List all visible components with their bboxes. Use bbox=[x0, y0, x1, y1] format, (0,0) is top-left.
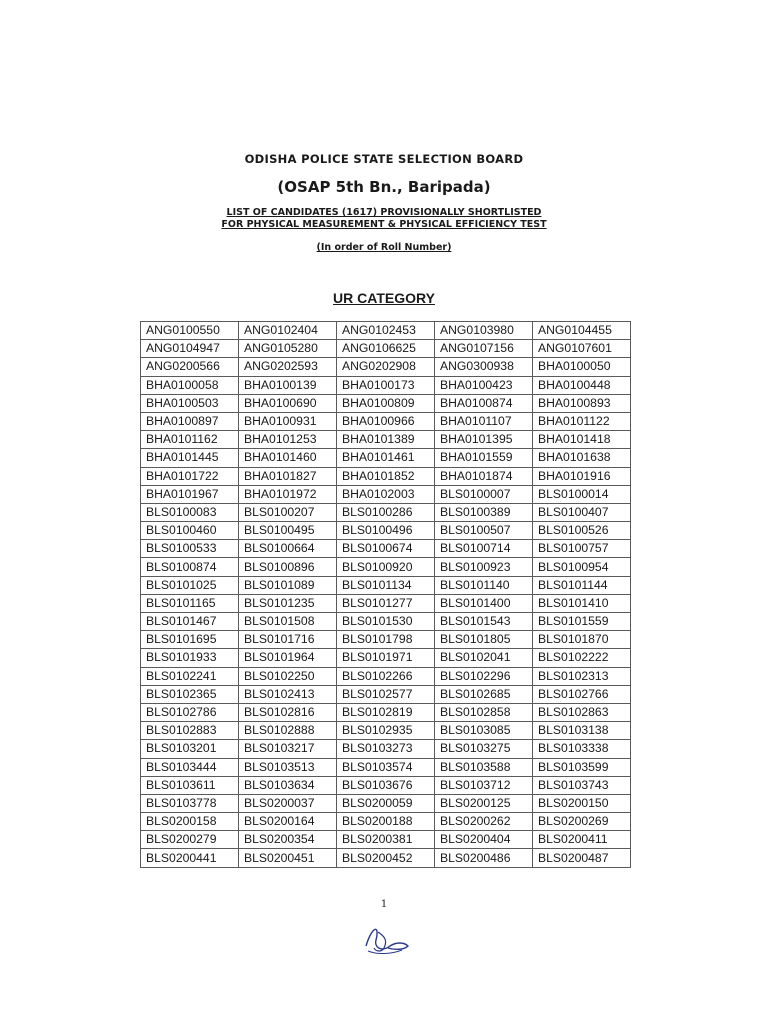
battalion-title: (OSAP 5th Bn., Baripada) bbox=[277, 178, 491, 196]
roll-number-cell: BHA0100809 bbox=[337, 394, 435, 412]
roll-number-cell: BHA0101559 bbox=[435, 449, 533, 467]
roll-number-cell: BLS0101559 bbox=[533, 613, 631, 631]
roll-number-cell: BHA0101445 bbox=[141, 449, 239, 467]
roll-number-cell: BLS0200411 bbox=[533, 831, 631, 849]
roll-number-cell: BLS0102222 bbox=[533, 649, 631, 667]
roll-number-cell: BLS0200487 bbox=[533, 849, 631, 867]
roll-number-cell: BHA0100966 bbox=[337, 412, 435, 430]
roll-number-cell: BLS0102883 bbox=[141, 722, 239, 740]
roll-number-cell: BLS0101798 bbox=[337, 631, 435, 649]
roll-number-cell: BLS0103273 bbox=[337, 740, 435, 758]
roll-number-cell: ANG0202908 bbox=[337, 358, 435, 376]
roll-number-cell: ANG0100550 bbox=[141, 322, 239, 340]
roll-number-cell: BLS0102685 bbox=[435, 685, 533, 703]
roll-number-cell: BLS0102863 bbox=[533, 703, 631, 721]
roll-number-cell: BHA0100690 bbox=[239, 394, 337, 412]
table-row bbox=[141, 613, 631, 631]
table-row bbox=[141, 340, 631, 358]
roll-number-cell: BLS0200059 bbox=[337, 794, 435, 812]
roll-number-cell: BLS0103275 bbox=[435, 740, 533, 758]
roll-number-cell: BHA0101395 bbox=[435, 431, 533, 449]
roll-number-cell: BLS0100496 bbox=[337, 522, 435, 540]
table-row bbox=[141, 358, 631, 376]
roll-number-cell: BLS0200269 bbox=[533, 813, 631, 831]
roll-number-cell: ANG0104455 bbox=[533, 322, 631, 340]
table-row bbox=[141, 813, 631, 831]
roll-number-cell: BLS0101933 bbox=[141, 649, 239, 667]
roll-number-cell: BHA0101107 bbox=[435, 412, 533, 430]
table-row bbox=[141, 649, 631, 667]
table-row bbox=[141, 576, 631, 594]
roll-number-cell: BLS0102888 bbox=[239, 722, 337, 740]
roll-number-cell: BHA0100931 bbox=[239, 412, 337, 430]
roll-number-cell: BLS0101134 bbox=[337, 576, 435, 594]
roll-number-cell: BLS0102296 bbox=[435, 667, 533, 685]
table-row bbox=[141, 522, 631, 540]
roll-number-cell: ANG0107156 bbox=[435, 340, 533, 358]
page-number: 1 bbox=[380, 899, 388, 910]
roll-number-cell: BLS0200164 bbox=[239, 813, 337, 831]
roll-number-cell: BLS0101025 bbox=[141, 576, 239, 594]
roll-number-cell: BLS0103444 bbox=[141, 758, 239, 776]
roll-number-cell: ANG0200566 bbox=[141, 358, 239, 376]
table-row bbox=[141, 431, 631, 449]
roll-number-cell: BLS0200451 bbox=[239, 849, 337, 867]
roll-number-cell: BHA0101460 bbox=[239, 449, 337, 467]
roll-number-cell: BLS0100896 bbox=[239, 558, 337, 576]
table-row bbox=[141, 503, 631, 521]
order-note: (In order of Roll Number) bbox=[316, 242, 452, 253]
table-row bbox=[141, 558, 631, 576]
roll-number-cell: BLS0100014 bbox=[533, 485, 631, 503]
roll-number-cell: BLS0103676 bbox=[337, 776, 435, 794]
roll-number-cell: BLS0101695 bbox=[141, 631, 239, 649]
roll-number-cell: BLS0102313 bbox=[533, 667, 631, 685]
table-row bbox=[141, 394, 631, 412]
roll-number-cell: BLS0103599 bbox=[533, 758, 631, 776]
roll-number-cell: BLS0101089 bbox=[239, 576, 337, 594]
roll-number-cell: BLS0200188 bbox=[337, 813, 435, 831]
roll-number-cell: BLS0200279 bbox=[141, 831, 239, 849]
roll-number-cell: BHA0100173 bbox=[337, 376, 435, 394]
table-row bbox=[141, 412, 631, 430]
roll-number-cell: BLS0100954 bbox=[533, 558, 631, 576]
roll-number-cell: BLS0101467 bbox=[141, 613, 239, 631]
roll-number-cell: BHA0101122 bbox=[533, 412, 631, 430]
roll-number-cell: BLS0101277 bbox=[337, 594, 435, 612]
roll-number-cell: ANG0105280 bbox=[239, 340, 337, 358]
roll-number-cell: BLS0200441 bbox=[141, 849, 239, 867]
roll-number-cell: BLS0102858 bbox=[435, 703, 533, 721]
roll-number-cell: BHA0101253 bbox=[239, 431, 337, 449]
roll-number-cell: ANG0102404 bbox=[239, 322, 337, 340]
roll-number-cell: BHA0101461 bbox=[337, 449, 435, 467]
roll-number-cell: BHA0101389 bbox=[337, 431, 435, 449]
roll-number-cell: BLS0200354 bbox=[239, 831, 337, 849]
roll-number-cell: ANG0300938 bbox=[435, 358, 533, 376]
roll-number-cell: BLS0103513 bbox=[239, 758, 337, 776]
roll-number-cell: BLS0100714 bbox=[435, 540, 533, 558]
roll-number-cell: BHA0100058 bbox=[141, 376, 239, 394]
roll-number-cell: BHA0100423 bbox=[435, 376, 533, 394]
roll-number-cell: BLS0102935 bbox=[337, 722, 435, 740]
roll-number-cell: BLS0102766 bbox=[533, 685, 631, 703]
roll-number-cell: BLS0103574 bbox=[337, 758, 435, 776]
roll-number-cell: BLS0101165 bbox=[141, 594, 239, 612]
table-row bbox=[141, 485, 631, 503]
table-row bbox=[141, 467, 631, 485]
board-title: ODISHA POLICE STATE SELECTION BOARD bbox=[244, 152, 524, 166]
roll-number-cell: BLS0200404 bbox=[435, 831, 533, 849]
roll-number-cell: BLS0100533 bbox=[141, 540, 239, 558]
roll-number-cell: BLS0100407 bbox=[533, 503, 631, 521]
roll-number-cell: BHA0100050 bbox=[533, 358, 631, 376]
roll-number-cell: BLS0103588 bbox=[435, 758, 533, 776]
table-row bbox=[141, 449, 631, 467]
roll-number-cell: BHA0101852 bbox=[337, 467, 435, 485]
roll-number-cell: BLS0100507 bbox=[435, 522, 533, 540]
table-row bbox=[141, 540, 631, 558]
roll-number-cell: BLS0200158 bbox=[141, 813, 239, 831]
roll-number-cell: BLS0100674 bbox=[337, 540, 435, 558]
roll-number-cell: BHA0100897 bbox=[141, 412, 239, 430]
table-row bbox=[141, 631, 631, 649]
roll-number-cell: BLS0103085 bbox=[435, 722, 533, 740]
roll-number-cell: BLS0102577 bbox=[337, 685, 435, 703]
roll-number-cell: BLS0103634 bbox=[239, 776, 337, 794]
roll-number-cell: BLS0101508 bbox=[239, 613, 337, 631]
roll-number-cell: BLS0102266 bbox=[337, 667, 435, 685]
roll-number-cell: BHA0101827 bbox=[239, 467, 337, 485]
table-row bbox=[141, 794, 631, 812]
table-row bbox=[141, 667, 631, 685]
roll-number-cell: BLS0103201 bbox=[141, 740, 239, 758]
roll-number-cell: BLS0101235 bbox=[239, 594, 337, 612]
roll-number-cell: BHA0100503 bbox=[141, 394, 239, 412]
roll-number-cell: BHA0101916 bbox=[533, 467, 631, 485]
table-row bbox=[141, 685, 631, 703]
roll-number-cell: BLS0100389 bbox=[435, 503, 533, 521]
table-row bbox=[141, 376, 631, 394]
roll-number-cell: BLS0200486 bbox=[435, 849, 533, 867]
roll-number-cell: BLS0100286 bbox=[337, 503, 435, 521]
signature-icon bbox=[358, 918, 414, 962]
roll-number-cell: BLS0103217 bbox=[239, 740, 337, 758]
roll-number-cell: BHA0101972 bbox=[239, 485, 337, 503]
roll-number-cell: BLS0102786 bbox=[141, 703, 239, 721]
roll-number-cell: BLS0100664 bbox=[239, 540, 337, 558]
roll-number-cell: BLS0103138 bbox=[533, 722, 631, 740]
list-title-line-2: FOR PHYSICAL MEASUREMENT & PHYSICAL EFFICIENCY TEST bbox=[221, 219, 547, 230]
roll-number-cell: BLS0101870 bbox=[533, 631, 631, 649]
roll-number-cell: BLS0101716 bbox=[239, 631, 337, 649]
category-heading: UR CATEGORY bbox=[333, 290, 435, 306]
roll-number-cell: BLS0200037 bbox=[239, 794, 337, 812]
roll-number-cell: BLS0100007 bbox=[435, 485, 533, 503]
roll-number-cell: BLS0103743 bbox=[533, 776, 631, 794]
roll-number-cell: BHA0101874 bbox=[435, 467, 533, 485]
roll-number-cell: BLS0103611 bbox=[141, 776, 239, 794]
roll-number-cell: BLS0102819 bbox=[337, 703, 435, 721]
roll-number-cell: ANG0104947 bbox=[141, 340, 239, 358]
roll-number-cell: BHA0100893 bbox=[533, 394, 631, 412]
table-row bbox=[141, 849, 631, 867]
roll-number-cell: BLS0101144 bbox=[533, 576, 631, 594]
roll-number-cell: BLS0100874 bbox=[141, 558, 239, 576]
roll-number-cell: BLS0100920 bbox=[337, 558, 435, 576]
table-row bbox=[141, 322, 631, 340]
roll-number-cell: BLS0101400 bbox=[435, 594, 533, 612]
roll-number-cell: BLS0200381 bbox=[337, 831, 435, 849]
roll-number-cell: BLS0101140 bbox=[435, 576, 533, 594]
roll-number-cell: BLS0200452 bbox=[337, 849, 435, 867]
roll-number-cell: BHA0100448 bbox=[533, 376, 631, 394]
roll-number-cell: BLS0102250 bbox=[239, 667, 337, 685]
roll-number-cell: BLS0100526 bbox=[533, 522, 631, 540]
table-row bbox=[141, 740, 631, 758]
roll-number-cell: BLS0103778 bbox=[141, 794, 239, 812]
roll-number-table bbox=[140, 321, 631, 868]
list-title-line-1: LIST OF CANDIDATES (1617) PROVISIONALLY SHORTLISTED bbox=[226, 207, 542, 218]
roll-number-cell: BLS0100460 bbox=[141, 522, 239, 540]
roll-number-cell: ANG0106625 bbox=[337, 340, 435, 358]
roll-number-cell: BLS0200262 bbox=[435, 813, 533, 831]
roll-number-cell: BLS0100083 bbox=[141, 503, 239, 521]
roll-number-cell: BLS0100923 bbox=[435, 558, 533, 576]
roll-number-cell: BLS0101530 bbox=[337, 613, 435, 631]
roll-number-cell: BLS0101410 bbox=[533, 594, 631, 612]
table-row bbox=[141, 776, 631, 794]
roll-number-cell: ANG0102453 bbox=[337, 322, 435, 340]
roll-number-cell: BLS0200125 bbox=[435, 794, 533, 812]
roll-number-cell: BLS0101964 bbox=[239, 649, 337, 667]
roll-number-cell: BLS0100757 bbox=[533, 540, 631, 558]
roll-number-cell: BLS0102413 bbox=[239, 685, 337, 703]
roll-number-cell: BLS0102816 bbox=[239, 703, 337, 721]
table-row bbox=[141, 831, 631, 849]
roll-number-cell: BLS0102365 bbox=[141, 685, 239, 703]
roll-number-cell: BHA0100139 bbox=[239, 376, 337, 394]
table-row bbox=[141, 758, 631, 776]
roll-number-cell: BHA0102003 bbox=[337, 485, 435, 503]
roll-number-cell: BLS0103712 bbox=[435, 776, 533, 794]
table-row bbox=[141, 703, 631, 721]
roll-number-cell: ANG0107601 bbox=[533, 340, 631, 358]
roll-number-cell: BHA0100874 bbox=[435, 394, 533, 412]
table-row bbox=[141, 722, 631, 740]
roll-number-cell: BLS0103338 bbox=[533, 740, 631, 758]
roll-number-cell: BHA0101722 bbox=[141, 467, 239, 485]
roll-number-cell: BHA0101418 bbox=[533, 431, 631, 449]
roll-number-cell: ANG0103980 bbox=[435, 322, 533, 340]
roll-number-cell: BLS0101971 bbox=[337, 649, 435, 667]
roll-number-cell: BHA0101162 bbox=[141, 431, 239, 449]
roll-number-cell: BLS0200150 bbox=[533, 794, 631, 812]
table-row bbox=[141, 594, 631, 612]
roll-number-cell: BLS0101543 bbox=[435, 613, 533, 631]
roll-number-cell: BHA0101638 bbox=[533, 449, 631, 467]
roll-number-cell: BLS0100495 bbox=[239, 522, 337, 540]
roll-number-cell: BLS0102041 bbox=[435, 649, 533, 667]
roll-number-cell: BHA0101967 bbox=[141, 485, 239, 503]
roll-number-cell: BLS0102241 bbox=[141, 667, 239, 685]
roll-number-cell: BLS0101805 bbox=[435, 631, 533, 649]
roll-number-cell: ANG0202593 bbox=[239, 358, 337, 376]
roll-number-cell: BLS0100207 bbox=[239, 503, 337, 521]
